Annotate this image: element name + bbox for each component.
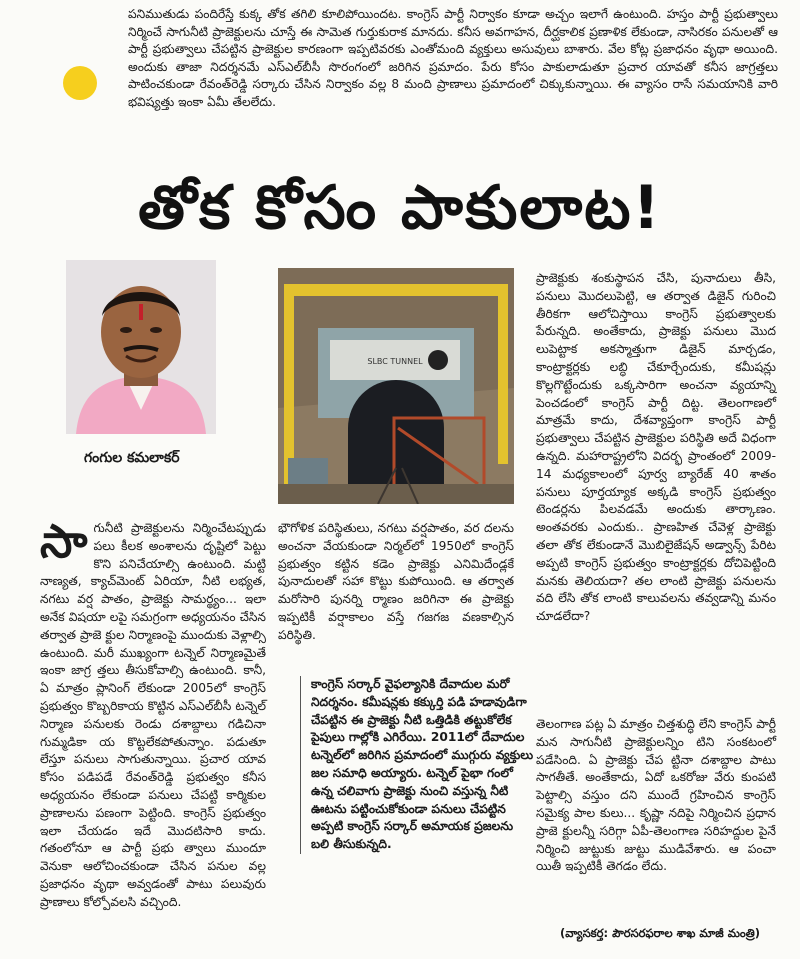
author-portrait: [66, 260, 216, 434]
article-column-1: [40, 514, 266, 912]
pull-quote: కాంగ్రెస్ సర్కార్ వైఫల్యానికి దేవాదుల మరో నిదర్శనం. కమీషన్లకు కక్కుర్తి పడి హడావుడిగా చేపట్టిన ఈ ప్రాజెక్టు నీటి ఒత్తిడికి తట్టుకోలేక పైపులు గాల్లోకి ఎగిరేయి. 2011లో దేవాదుల టన్నెల్‌లో జరిగిన ప్రమాదంలో ముగ్గురు వ్యక్తులు జల సమాధి అయ్యారు. టన్నెల్ పైభా గంలో ఉన్న చలివాగు ప్రాజెక్టు నుంచి వస్తున్న నీటి ఊటను పట్టించుకోకుండా పనులు చేపట్టిన అప్పటి కాంగ్రెస్ సర్కార్ అమాయక ప్రజలను బలి తీసుకున్నది.: [300, 676, 535, 854]
article-column-3-continued: [536, 716, 776, 876]
column-3b-text: తెలంగాణ పట్ల ఏ మాత్రం చిత్తశుద్ధి లేని కాంగ్రెస్ పార్టీ మన సాగునీటి ప్రాజెక్టులన్నిం టిని సంకటంలో పడేసింది. ఏ ప్రాజెక్టు చేప ట్టినా దశాబ్దాల పాటు సాగతీతే. అంతేకాదు, ఏదో ఒకరోజు వేరు కుంపటి పెట్టాల్సి వస్తుం దని ముందే గ్రహించిన కాంగ్రెస్ సమైక్య పాల కులు... కృష్ణా నదిపై నిర్మించిన ప్రధాన ప్రాజె క్టులన్నీ సరిగ్గా ఏపీ-తెలంగాణ సరిహద్దుల పైనే నిర్మించి జుట్టుకు జుట్టు ముడివేశారు. ఆ పంచా యితీ ఇప్పటికీ తెగడం లేదు.: [536, 717, 776, 874]
yellow-bullet-dot: [63, 66, 97, 100]
tunnel-photo: [278, 268, 514, 504]
author-name: గంగుల కమలాకర్: [84, 450, 180, 466]
drop-cap: సా: [40, 514, 88, 568]
intro-paragraph: పనిముతుడు పందిరేస్తే కుక్క తోక తగిలి కూలిపోయిందట. కాంగ్రెస్ పార్టీ నిర్వాకం కూడా అచ్చం ఇలాగే ఉంటుంది. హస్తం పార్టీ ప్రభుత్వాలు నిర్మించే సాగునీటి ప్రాజెక్టులను చూస్తే ఈ సామెత గుర్తుకురాక మానదు. కనీస అవగాహన, దీర్ఘకాలిక ప్రణాళిక లేకుండా, నాసిరకం పనులతో ఆ పార్టీ ప్రభుత్వాలు చేపట్టిన ప్రాజెక్టుల కారణంగా ఇప్పటివరకు ఎంతోమంది వ్యక్తులు అసువులు బాశారు. వేల కోట్ల ప్రజాధనం వృథా అయింది. అందుకు తాజా నిదర్శనమే ఎస్ఎల్‌బీసీ సొరంగంలో జరిగిన ప్రమాదం. పేరు కోసం పాకులాడుతూ ప్రచార యావతో కనీస జాగ్రత్తలు పాటించకుండా రేవంత్‌రెడ్డి సర్కారు చేసిన నిర్వాకం వల్ల 8 మంది ప్రాణాలు ప్రమాదంలో చిక్కుకున్నాయి. ఈ వ్యాసం రాసే సమయానికి వారి భవిష్యత్తు ఇంకా ఏమీ తేలలేదు.: [128, 7, 778, 109]
column-1-text: గునీటి ప్రాజెక్టులను నిర్మించేటప్పుడు పలు కీలక అంశాలను దృష్టిలో పెట్టు కొని పనిచేయాల్సి ఉంటుంది. మట్టి నాణ్యత, క్యాచ్‌మెంట్ ఏరియా, నీటి లభ్యత, నగటు వర్ష పాతం, ప్రాజెక్టు సామర్థ్యం... ఇలా అనేక విషయా లపై సమగ్రంగా అధ్యయనం చేసిన తర్వాత ప్రాజె క్టుల నిర్మాణంపై ముందుకు వెళ్లాల్సి ఉంటుంది. మరీ ముఖ్యంగా టన్నెల్ నిర్మాణమైతే ఇంకా జాగ్ర త్తలు తీసుకోవాల్సి ఉంటుంది. కానీ, ఏ మాత్రం ప్లానింగ్ లేకుండా 2005లో కాంగ్రెస్ ప్రభుత్వం కొబ్బరికాయ కొట్టిన ఎస్ఎల్‌బీసీ టన్నెల్ నిర్మాణ పనులకు రెండు దశాబ్దాలు గడిచినా గుమ్మడికా య కొట్టలేకపోతున్నాం. పడుతూ లేస్తూ పనులు సాగుతున్నాయి. ప్రచార యావ కోసం పడిపడే రేవంత్‌రెడ్డి ప్రభుత్వం కనీస అధ్యయనం లేకుండా పనులు చేపట్టి కార్మికుల ప్రాణాలను పణంగా పెట్టింది. కాంగ్రెస్ ప్రభుత్వం ఇలా చేయడం ఇదే మొదటిసారి కాదు. గతంలోనూ ఆ పార్టీ ప్రభు త్వాలు ముందూ వెనుకా ఆలోచించకుండా చేసిన పనుల వల్ల ప్రజాధనం వృథా అవ్వడంతో పాటు పలువురు ప్రాణాలు కోల్పోవలసి వచ్చింది.: [40, 521, 266, 909]
author-credit: (వ్యాసకర్త: పౌరసరఫరాల శాఖ మాజీ మంత్రి): [560, 926, 760, 940]
tunnel-sign-text: SLBC TUNNEL: [367, 357, 423, 366]
headline: తోక కోసం పాకులాట!: [138, 173, 662, 243]
article-column-3: [536, 270, 776, 626]
column-3-text: ప్రాజెక్టుకు శంకుస్థాపన చేసి, పునాదులు తీసి, పనులు మొదలుపెట్టి, ఆ తర్వాత డిజైన్ గురించి తీరికగా ఆలోచిస్తాయి కాంగ్రెస్ ప్రభుత్వాలకు పేరున్నది. అంతేకాదు, ప్రాజెక్టు పనులు మొద లుపెట్టాక అకస్మాత్తుగా డిజైన్ మార్చడం, కాంట్రాక్టర్లకు లబ్ధి చేకూర్చేందుకు, కమీషన్లు కొల్లగొట్టేందుకు ఒక్కసారిగా అంచనా వ్యయాన్ని పెంచడంలో కాంగ్రెస్ పార్టీ దిట్ట. తెలంగాణలో మాత్రమే కాదు, దేశవ్యాప్తంగా కాంగ్రెస్ పార్టీ ప్రభుత్వాలు చేపట్టిన ప్రాజెక్టుల పరిస్థితి అదే విధంగా ఉన్నది. మహారాష్ట్రలోని విదర్భ ప్రాంతంలో 2009-14 మధ్యకాలంలో పూర్వ బ్యారేజ్ 40 శాతం పనులు పూర్తయ్యాక అక్కడి కాంగ్రెస్ ప్రభుత్వం టెండర్లను పిలవడమే అందుకు తార్కాణం. అంతవరకు ఎందుకు.. ప్రాణహిత చేవెళ్ల ప్రాజెక్టు తలా తోక లేకుండానే మొబిలైజేషన్ అడ్వాన్స్ పేరిట అప్పటి కాంగ్రెస్ ప్రభుత్వం కాంట్రాక్టర్లకు దోచిపెట్టింది మనకు తెలియదా? తల లాంటి ప్రాజెక్టు పనులను వది లేసి తోక లాంటి కాలువలను తవ్వడాన్ని మనం చూడలేదా?: [536, 271, 776, 624]
column-2-text: భౌగోళిక పరిస్థితులు, నగటు వర్షపాతం, వర దలను అంచనా వేయకుండా నిర్మల్‌లో 1950లో కాంగ్రెస్ ప్రభుత్వం కట్టిన కడెం ప్రాజెక్టు ఎనిమిదేండ్లకే పునాదులతో సహా కొట్టు కుపోయింది. ఆ తర్వాత మరోసారి పునర్ని ర్మాణం జరిగినా ఈ ప్రాజెక్టు ఇప్పటికీ వర్షాకాలం వస్తే గజగజ వణకాల్సిన పరిస్థితి.: [278, 521, 514, 642]
article-column-2: [278, 520, 514, 645]
